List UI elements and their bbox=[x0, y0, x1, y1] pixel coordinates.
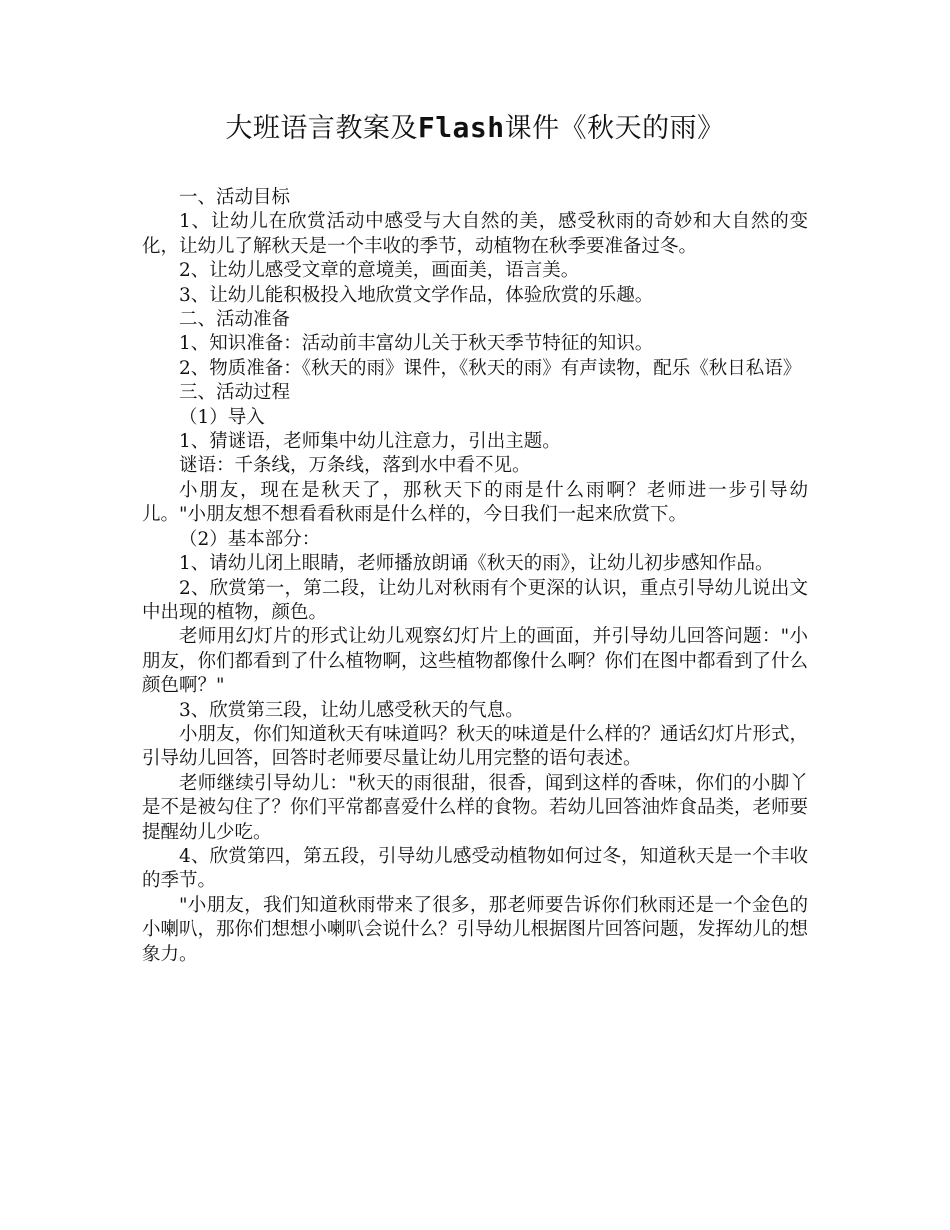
paragraph: 3、让幼儿能积极投入地欣赏文学作品，体验欣赏的乐趣。 bbox=[179, 284, 654, 306]
document-title bbox=[0, 108, 950, 149]
document-body bbox=[142, 186, 808, 967]
title-part-1: 大班语言教案及 bbox=[225, 113, 418, 144]
paragraph: 1、请幼儿闭上眼睛，老师播放朗诵《秋天的雨》，让幼儿初步感知作品。 bbox=[179, 553, 774, 575]
paragraph: 1、知识准备：活动前丰富幼儿关于秋天季节特征的知识。 bbox=[179, 333, 654, 355]
subsection-heading-main: （2）基本部分： bbox=[179, 528, 321, 550]
section-heading-process: 三、活动过程 bbox=[179, 382, 291, 404]
paragraph: 3、欣赏第三段，让幼儿感受秋天的气息。 bbox=[179, 699, 524, 721]
paragraph: 小朋友，现在是秋天了，那秋天下的雨是什么雨啊？老师进一步引导幼儿。"小朋友想不想看看秋雨是什么样的，今日我们一起来欣赏下。 bbox=[142, 479, 808, 526]
subsection-heading-intro: （1）导入 bbox=[179, 406, 265, 428]
paragraph: 1、猜谜语，老师集中幼儿注意力，引出主题。 bbox=[179, 431, 561, 453]
paragraph: 2、欣赏第一，第二段，让幼儿对秋雨有个更深的认识，重点引导幼儿说出文中出现的植物，颜色。 bbox=[142, 577, 808, 623]
paragraph: 老师继续引导幼儿："秋天的雨很甜，很香，闻到这样的香味，你们的小脚丫是不是被勾住了？你们平常都喜爱什么样的食物。若幼儿回答油炸食品类，老师要提醒幼儿少吃。 bbox=[142, 772, 809, 843]
paragraph: 2、让幼儿感受文章的意境美，画面美，语言美。 bbox=[179, 260, 580, 282]
section-heading-preparation: 二、活动准备 bbox=[179, 309, 291, 331]
paragraph: 1、让幼儿在欣赏活动中感受与大自然的美，感受秋雨的奇妙和大自然的变化，让幼儿了解秋天是一个丰收的季节，动植物在秋季要准备过冬。 bbox=[142, 211, 808, 257]
title-part-2: 课件《秋天的雨》 bbox=[504, 113, 725, 144]
paragraph: 小朋友，你们知道秋天有味道吗？秋天的味道是什么样的？通话幻灯片形式，引导幼儿回答，回答时老师要尽量让幼儿用完整的语句表述。 bbox=[142, 723, 809, 770]
paragraph: 4、欣赏第四，第五段，引导幼儿感受动植物如何过冬，知道秋天是一个丰收的季节。 bbox=[142, 845, 808, 892]
paragraph: 谜语：千条线，万条线，落到水中看不见。 bbox=[179, 455, 531, 477]
paragraph: 老师用幻灯片的形式让幼儿观察幻灯片上的画面，并引导幼儿回答问题："小朋友，你们都看到了什么植物啊，这些植物都像什么啊？你们在图中都看到了什么颜色啊？" bbox=[142, 626, 809, 697]
title-part-flash: Flash bbox=[417, 111, 505, 144]
section-heading-goals: 一、活动目标 bbox=[179, 187, 291, 208]
paragraph: "小朋友，我们知道秋雨带来了很多，那老师要告诉你们秋雨还是一个金色的小喇叭，那你们想想小喇叭会说什么？引导幼儿根据图片回答问题，发挥幼儿的想象力。 bbox=[142, 894, 809, 965]
paragraph: 2、物质准备：《秋天的雨》课件，《秋天的雨》有声读物，配乐《秋日私语》 bbox=[179, 357, 802, 379]
